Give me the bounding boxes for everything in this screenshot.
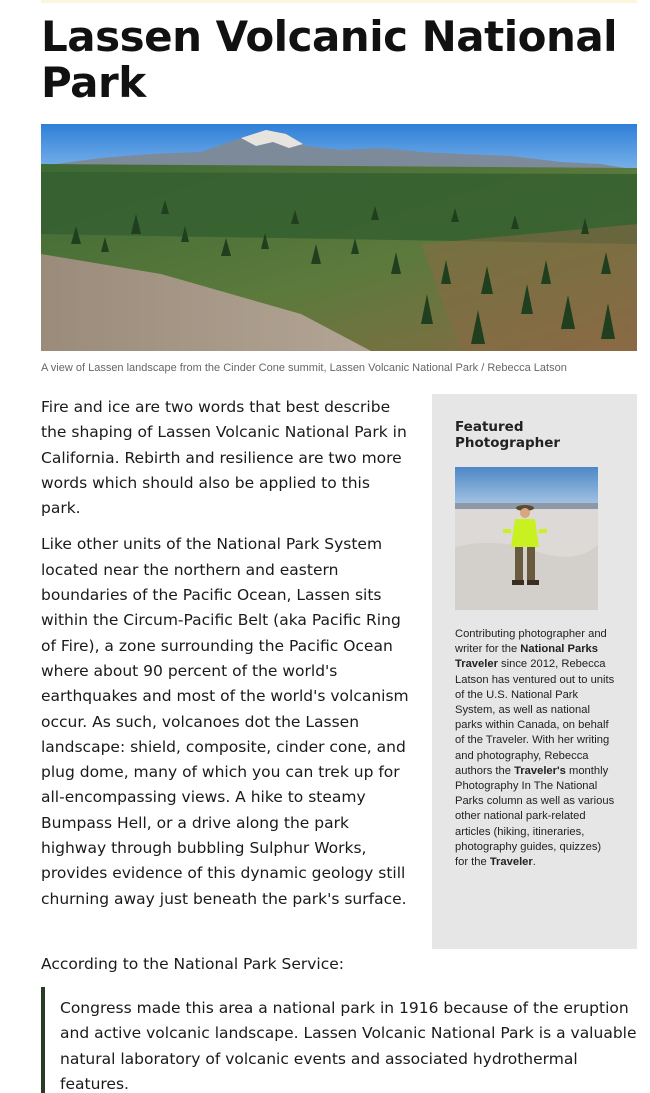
photographer-photo — [455, 467, 598, 610]
article-body — [41, 395, 411, 923]
hero-caption: A view of Lassen landscape from the Cinder Cone summit, Lassen Volcanic National Park / Rebecca Latson — [41, 362, 567, 374]
article-paragraph-2: Like other units of the National Park System located near the northern and eastern boundaries of the Pacific Ocean, Lassen sits within the Circum-Pacific Belt (aka Pacific Ring of Fire), a zone surrounding the Pacific Ocean where about 90 percent of the world's earthquakes and most of the world's volcanism occur. As such, volcanoes dot the Lassen landscape: shield, composite, cinder cone, and plug dome, many of which you can trek up for all-encompassing views. A hike to steamy Bumpass Hell, or a drive along the park highway through bubbling Sulphur Works, provides evidence of this dynamic geology still churning away just beneath the park's surface. — [41, 535, 409, 908]
hero-image — [41, 124, 637, 351]
featured-photographer-sidebar — [432, 394, 637, 949]
article-paragraph-1: Fire and ice are two words that best describe the shaping of Lassen Volcanic National Park in California. Rebirth and resilience are two more words which should also be applied to this park. — [41, 398, 407, 518]
sidebar-heading: Featured Photographer — [455, 419, 561, 451]
page-title: Lassen Volcanic National Park — [41, 12, 618, 107]
bio-bold-npt: National Parks Traveler — [455, 643, 599, 671]
according-text: According to the National Park Service: — [41, 955, 344, 973]
bio-bold-travelers: Traveler's — [514, 764, 566, 777]
nps-blockquote: Congress made this area a national park in 1916 because of the eruption and active volcanic landscape. Lassen Volcanic National Park is a valuable natural laboratory of volcanic events and associated hydrothermal features. — [41, 987, 637, 1093]
bio-bold-traveler: Traveler — [489, 856, 533, 869]
photographer-bio: Contributing photographer and writer for the National Parks Traveler since 2012, Rebecca Latson has ventured out to units of the U.S. National Park System, as well as national parks within Canada, on behalf of the Traveler. With her writing and photography, Rebecca authors the Traveler's monthly Photography In The National Parks column as well as various other national park-related articles (hiking, itineraries, photography guides, quizzes) for the Traveler. — [455, 628, 615, 869]
top-accent-strip — [41, 0, 637, 3]
